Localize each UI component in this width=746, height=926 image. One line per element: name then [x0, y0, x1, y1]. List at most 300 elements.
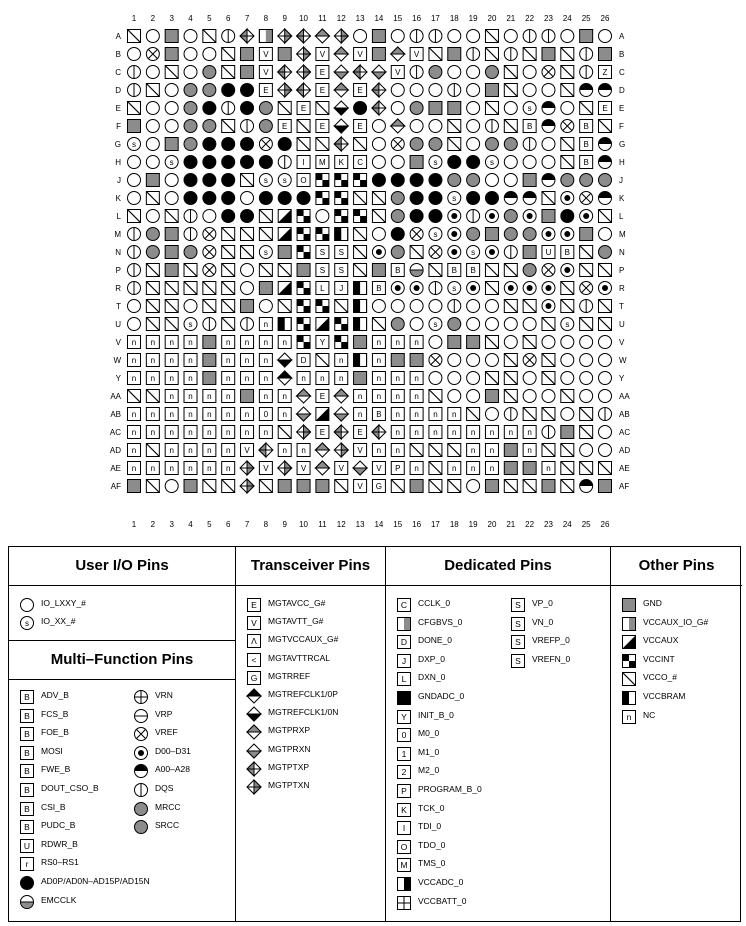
pin-cell — [448, 372, 461, 385]
svg-text:n: n — [169, 464, 174, 473]
pin-cell — [372, 390, 385, 403]
pin-cell — [467, 192, 480, 205]
pin-cell — [354, 192, 367, 205]
pin-cell — [128, 408, 141, 421]
pin-cell — [542, 174, 555, 187]
pin-cell — [410, 354, 423, 367]
pin-cell — [165, 102, 178, 115]
pin-cell — [523, 210, 536, 223]
column-label: 16 — [412, 14, 422, 23]
pin-cell — [259, 84, 272, 97]
legend-item-label: DXP_0 — [418, 653, 445, 664]
legend-item-label: MGTAVTT_G# — [268, 616, 324, 627]
legend-item-label: FOE_B — [41, 727, 69, 738]
column-label: 20 — [487, 520, 497, 529]
column-label: 11 — [318, 520, 327, 529]
pin-cell — [372, 48, 385, 61]
pin-cell — [146, 408, 159, 421]
svg-text:n: n — [225, 338, 231, 347]
pin-cell — [410, 318, 423, 331]
legend-item-label: SRCC — [155, 820, 180, 831]
pin-cell — [354, 84, 367, 97]
pin-cell — [429, 444, 442, 457]
svg-text:n: n — [489, 428, 495, 437]
pin-cell — [128, 336, 141, 349]
legend-item-label: INIT_B_0 — [418, 709, 454, 720]
mgttxp-icon — [246, 761, 262, 777]
pin-cell — [354, 444, 367, 457]
pin-cell — [429, 48, 442, 61]
pin-cell — [485, 138, 498, 151]
legend-item-label: VREF — [155, 727, 178, 738]
pin-cell — [391, 246, 404, 259]
svg-text:L: L — [320, 284, 325, 293]
pin-cell — [580, 354, 593, 367]
pin-cell — [316, 336, 329, 349]
pin-cell — [523, 390, 536, 403]
svg-text:n: n — [376, 392, 382, 401]
row-label: AC — [619, 428, 631, 437]
pin-cell — [241, 228, 254, 241]
pin-cell — [278, 29, 292, 43]
pin-cell — [165, 462, 178, 475]
legend-item-label: DQS — [155, 783, 174, 793]
column-label: 12 — [336, 14, 346, 23]
svg-text:E: E — [357, 122, 363, 131]
pin-cell — [334, 443, 348, 457]
pin-cell — [128, 318, 141, 331]
pin-cell — [561, 120, 574, 133]
pin-cell — [391, 372, 404, 385]
pin-cell — [372, 462, 385, 475]
legend-section-other — [610, 547, 742, 921]
a00-icon — [133, 763, 149, 779]
svg-text:B: B — [376, 410, 382, 419]
pin-cell — [523, 426, 536, 439]
pin-cell — [542, 336, 555, 349]
pin-cell — [146, 228, 159, 241]
pin-cell — [504, 30, 517, 43]
pin-cell — [504, 210, 517, 223]
pin-cell — [372, 210, 385, 223]
pin-cell — [523, 84, 536, 97]
pin-cell — [599, 102, 612, 115]
legend-item-label: VCCADC_0 — [418, 877, 464, 887]
letter-box-icon — [396, 634, 412, 650]
pin-cell — [354, 336, 367, 349]
pin-cell — [316, 282, 329, 295]
pin-cell — [354, 408, 367, 421]
pin-cell — [354, 156, 367, 169]
svg-text:n: n — [207, 464, 212, 473]
pin-cell — [448, 120, 461, 133]
svg-text:n: n — [207, 410, 212, 419]
pin-cell — [146, 300, 159, 313]
svg-text:B: B — [583, 158, 589, 167]
pin-cell — [429, 210, 442, 223]
pin-cell — [429, 30, 442, 43]
pin-cell — [241, 318, 254, 331]
svg-text:V: V — [395, 68, 401, 77]
legend-item-label: MGTREFCLK1/0N — [268, 707, 339, 718]
pin-cell — [391, 318, 404, 331]
pin-cell — [146, 84, 159, 97]
pin-cell — [523, 30, 536, 43]
pin-cell — [354, 480, 367, 493]
svg-text:n: n — [244, 428, 250, 437]
pin-cell — [391, 102, 404, 115]
svg-text:V: V — [263, 68, 269, 77]
pin-cell — [391, 66, 404, 79]
svg-text:n: n — [244, 410, 250, 419]
pin-cell — [184, 354, 197, 367]
pin-cell — [372, 174, 385, 187]
pin-cell — [259, 300, 272, 313]
pin-cell — [222, 282, 235, 295]
svg-text:E: E — [357, 86, 363, 95]
pin-cell — [222, 426, 235, 439]
pin-cell — [203, 120, 216, 133]
svg-text:V: V — [251, 618, 257, 629]
row-label: L — [619, 212, 624, 221]
pin-cell — [599, 156, 612, 169]
pin-cell — [165, 156, 178, 169]
pin-cell — [542, 408, 555, 421]
pin-cell — [448, 390, 461, 403]
svg-text:n: n — [150, 338, 156, 347]
svg-text:n: n — [414, 338, 419, 347]
pin-cell — [580, 282, 593, 295]
svg-text:n: n — [626, 711, 632, 722]
pin-cell — [410, 480, 423, 493]
row-labels-right — [619, 32, 630, 491]
pin-cell — [354, 426, 367, 439]
pin-cell — [316, 210, 329, 223]
row-label: G — [114, 140, 121, 149]
pin-cell — [203, 318, 216, 331]
svg-text:U: U — [545, 248, 552, 257]
pin-cell — [504, 102, 517, 115]
pin-cell — [184, 264, 197, 277]
svg-text:V: V — [263, 464, 269, 473]
svg-text:s: s — [433, 158, 438, 167]
pin-cell — [128, 282, 141, 295]
pin-cell — [467, 156, 480, 169]
column-label: 6 — [225, 520, 231, 529]
column-label: 3 — [169, 520, 174, 529]
column-label: 5 — [207, 14, 212, 23]
pin-cell — [297, 83, 311, 97]
pin-cell — [580, 372, 593, 385]
column-label: 5 — [207, 520, 212, 529]
row-label: D — [115, 86, 121, 95]
pin-cell — [467, 228, 480, 241]
pin-cell — [146, 48, 159, 61]
pin-cell — [599, 462, 612, 475]
pin-cell — [542, 282, 555, 295]
pin-cell — [448, 48, 461, 61]
pin-cell — [128, 354, 141, 367]
row-label: AF — [110, 482, 121, 491]
pin-cell — [448, 444, 461, 457]
pin-cell — [410, 336, 423, 349]
row-label: H — [619, 158, 625, 167]
vccbram-icon — [621, 690, 637, 706]
legend-item-label: CFGBVS_0 — [418, 616, 463, 627]
svg-text:n: n — [395, 428, 400, 437]
pin-cell — [429, 120, 442, 133]
pin-cell — [335, 282, 348, 295]
pin-cell — [410, 120, 423, 133]
pin-cell — [354, 228, 367, 241]
letter-box-icon — [396, 764, 412, 780]
vccadc-icon — [396, 876, 412, 892]
svg-text:E: E — [357, 428, 363, 437]
row-label: E — [619, 104, 625, 113]
pin-cell — [146, 264, 159, 277]
pin-cell — [580, 390, 593, 403]
pin-cell — [222, 318, 235, 331]
pin-cell — [523, 318, 536, 331]
pin-cell — [334, 389, 348, 403]
pin-cell — [372, 192, 385, 205]
pin-cell — [278, 48, 291, 61]
pin-cell — [222, 300, 235, 313]
pin-cell — [561, 372, 574, 385]
pin-cell — [297, 264, 310, 277]
dqs-icon — [133, 782, 149, 798]
pin-cell — [241, 84, 254, 97]
srcc-icon — [133, 819, 149, 835]
pin-cell — [542, 354, 555, 367]
svg-text:n: n — [188, 356, 193, 365]
pin-cell — [561, 66, 574, 79]
row-label: P — [115, 266, 121, 275]
svg-text:n: n — [131, 410, 137, 419]
pin-cell — [542, 480, 555, 493]
pin-cell — [165, 318, 178, 331]
pin-cell — [128, 84, 141, 97]
svg-text:n: n — [131, 338, 137, 347]
pin-cell — [316, 408, 329, 421]
pin-cell — [165, 372, 178, 385]
pin-cell — [504, 282, 517, 295]
svg-text:n: n — [470, 446, 476, 455]
svg-text:s: s — [527, 104, 532, 113]
column-label: 24 — [562, 520, 572, 529]
vccint-icon — [621, 653, 637, 669]
svg-text:n: n — [188, 392, 193, 401]
svg-text:n: n — [169, 410, 174, 419]
pin-cell — [448, 66, 461, 79]
pin-cell — [146, 318, 159, 331]
column-label: 2 — [150, 14, 156, 23]
pin-cell — [259, 372, 272, 385]
pin-cell — [222, 210, 235, 223]
legend-item-label: VREFP_0 — [532, 635, 570, 646]
pin-cell — [184, 444, 197, 457]
pin-cell — [372, 101, 386, 115]
column-label: 25 — [581, 520, 591, 529]
legend-item-label: VN_0 — [532, 616, 554, 627]
pin-cell — [429, 192, 442, 205]
pin-cell — [485, 84, 498, 97]
pin-cell — [241, 264, 254, 277]
row-label: W — [619, 356, 627, 365]
svg-text:n: n — [357, 392, 363, 401]
pin-cell — [448, 210, 461, 223]
svg-text:L: L — [401, 674, 407, 685]
pin-cell — [297, 282, 310, 295]
pin-cell — [391, 480, 404, 493]
pin-cell — [542, 462, 555, 475]
pin-cell — [184, 156, 197, 169]
pin-cell — [448, 480, 461, 493]
pin-cell — [184, 174, 197, 187]
pin-cell — [128, 48, 141, 61]
svg-text:n: n — [546, 464, 551, 473]
svg-text:n: n — [188, 428, 193, 437]
pin-cell — [354, 138, 367, 151]
svg-text:s: s — [452, 284, 457, 293]
legend-item-label: VRN — [155, 690, 173, 700]
row-label: K — [619, 194, 625, 203]
legend-item-label: FWE_B — [41, 764, 71, 775]
svg-text:B: B — [564, 248, 570, 257]
pin-cell — [523, 102, 536, 115]
pin-cell — [203, 336, 216, 349]
legend-item-label: DONE_0 — [418, 635, 453, 646]
svg-text:n: n — [244, 338, 250, 347]
column-label: 7 — [244, 520, 250, 529]
pin-cell — [372, 408, 385, 421]
pin-cell — [599, 390, 612, 403]
letter-box-icon — [621, 709, 637, 725]
pin-cell — [391, 210, 404, 223]
pin-cell — [542, 318, 555, 331]
pin-cell — [391, 336, 404, 349]
pin-cell — [335, 354, 348, 367]
pin-cell — [580, 246, 593, 259]
pin-cell — [467, 84, 480, 97]
pin-cell — [335, 210, 348, 223]
svg-text:C: C — [400, 600, 408, 610]
letter-box-icon — [396, 783, 412, 799]
row-label: V — [619, 338, 625, 347]
svg-text:V: V — [300, 464, 307, 473]
pin-cell — [599, 480, 612, 493]
pin-cell — [410, 462, 423, 475]
pin-cell — [128, 426, 141, 439]
pin-cell — [580, 66, 593, 79]
pin-cell — [410, 102, 423, 115]
pin-cell — [128, 372, 141, 385]
letter-box-icon — [396, 802, 412, 818]
svg-text:E: E — [602, 104, 608, 113]
pin-cell — [485, 264, 498, 277]
pin-cell — [146, 138, 159, 151]
letter-box-icon — [396, 839, 412, 855]
column-label: 3 — [169, 14, 174, 23]
pin-cell — [259, 462, 272, 475]
pin-cell — [599, 120, 612, 133]
pin-cell — [165, 354, 178, 367]
pin-cell — [485, 174, 498, 187]
svg-text:n: n — [225, 410, 231, 419]
pin-cell — [504, 408, 517, 421]
legend-item-label: RS0–RS1 — [41, 857, 79, 868]
column-label: 18 — [449, 520, 459, 529]
legend-item-label: MGTPRXN — [268, 743, 311, 754]
pin-cell — [561, 138, 574, 151]
pin-cell — [165, 66, 178, 79]
pin-cell — [504, 318, 517, 331]
pin-cell — [128, 102, 141, 115]
pin-cell — [278, 336, 291, 349]
column-label: 17 — [430, 14, 440, 23]
pin-cell — [241, 120, 254, 133]
pin-cell — [128, 246, 141, 259]
pin-cell — [222, 138, 235, 151]
svg-text:O: O — [400, 841, 408, 852]
svg-text:V: V — [357, 50, 363, 59]
pin-cell — [372, 300, 385, 313]
pin-cell — [580, 120, 593, 133]
pin-cell — [241, 354, 254, 367]
column-label: 26 — [600, 520, 610, 529]
row-labels-left — [110, 32, 122, 491]
column-label: 22 — [525, 520, 535, 529]
svg-text:n: n — [131, 428, 137, 437]
svg-text:n: n — [188, 446, 193, 455]
letter-box-icon — [19, 726, 35, 742]
svg-text:n: n — [169, 374, 174, 383]
pin-cell — [241, 210, 254, 223]
pin-cell — [241, 48, 254, 61]
svg-text:n: n — [263, 428, 269, 437]
pin-cell — [128, 444, 141, 457]
pin-cell — [222, 192, 235, 205]
pin-cells — [128, 29, 612, 493]
pin-cell — [542, 444, 555, 457]
pin-cell — [410, 300, 423, 313]
pin-cell — [391, 282, 404, 295]
column-label: 21 — [506, 14, 516, 23]
pin-cell — [278, 138, 291, 151]
row-label: A — [619, 32, 625, 41]
pin-cell — [599, 426, 612, 439]
column-label: 6 — [225, 14, 231, 23]
pin-cell — [523, 444, 536, 457]
pin-cell — [146, 336, 159, 349]
letter-box-icon — [19, 763, 35, 779]
pin-cell — [203, 48, 216, 61]
pin-cell — [297, 462, 310, 475]
legend-item-label: GND — [643, 598, 662, 608]
pin-cell — [297, 47, 311, 61]
pin-cell — [561, 336, 574, 349]
legend-item-label: VCCBATT_0 — [418, 895, 467, 906]
pin-cell — [429, 426, 442, 439]
pin-cell — [485, 462, 498, 475]
pin-cell — [184, 228, 197, 241]
pin-cell — [128, 462, 141, 475]
letter-box-icon — [19, 782, 35, 798]
pin-cell — [580, 174, 593, 187]
letter-box-icon — [19, 708, 35, 724]
pin-cell — [485, 48, 498, 61]
pin-cell — [504, 120, 517, 133]
